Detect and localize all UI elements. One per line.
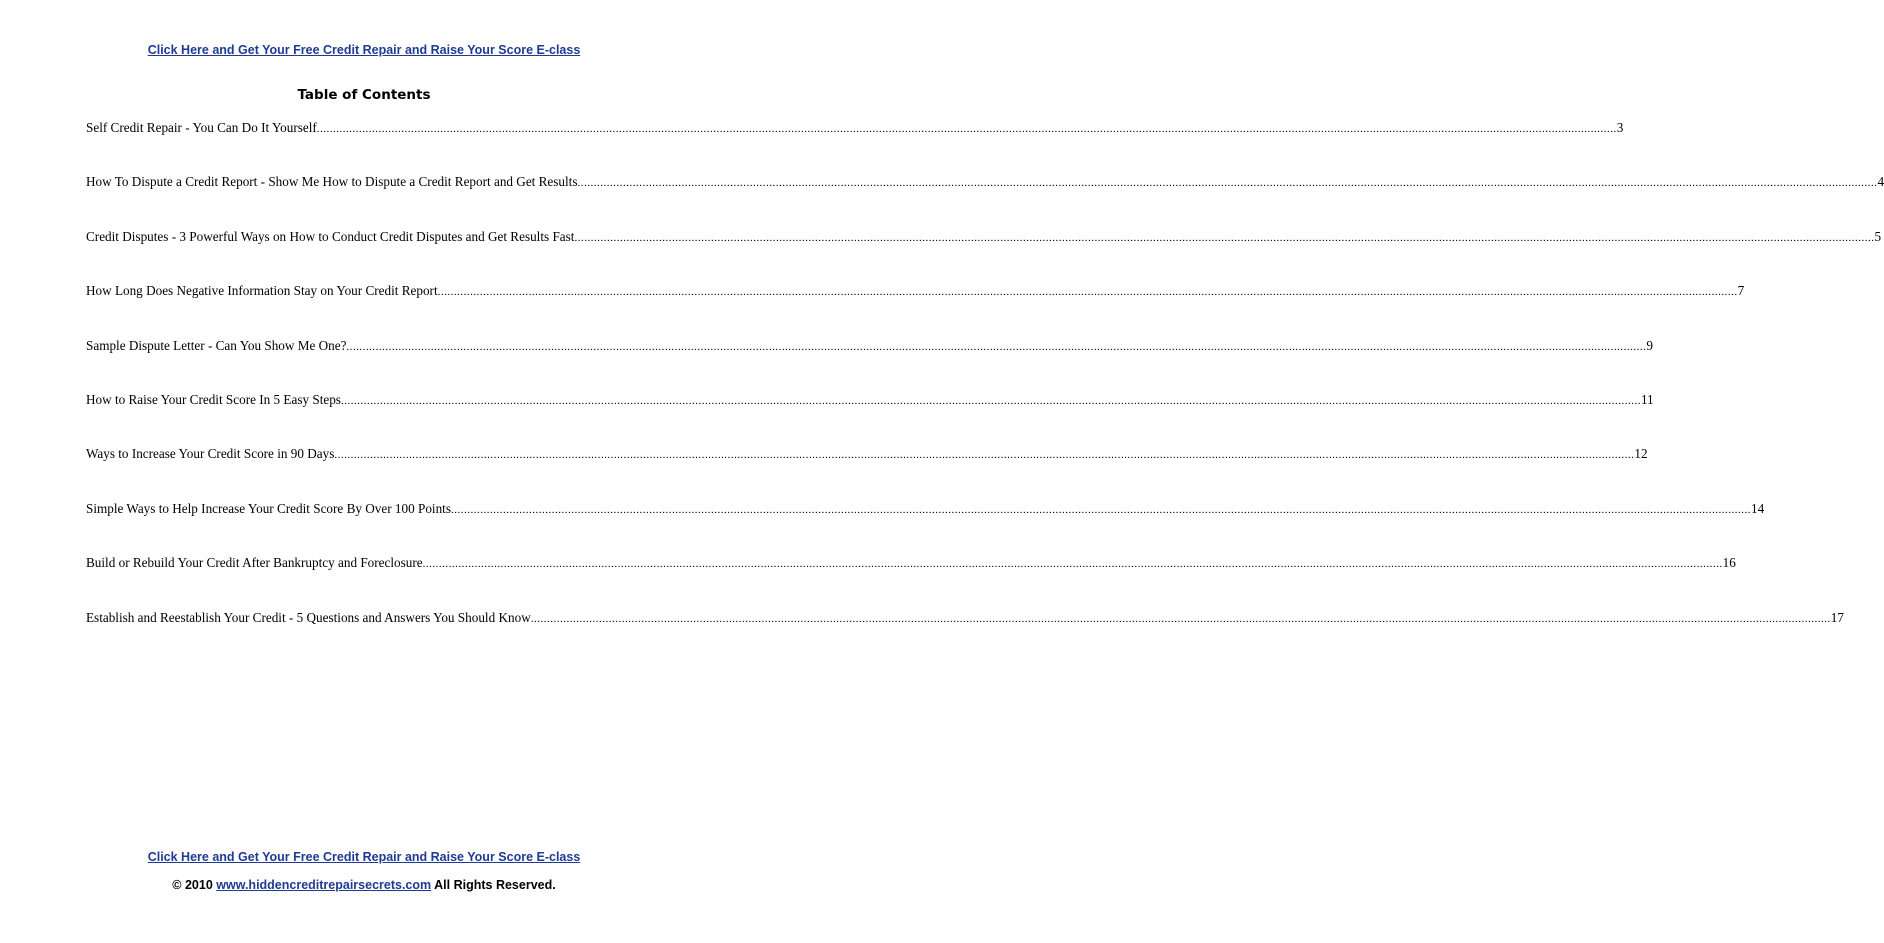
toc-entry-label: Self Credit Repair - You Can Do It Yourself [86, 120, 317, 135]
toc-entry-label: Credit Disputes - 3 Powerful Ways on How to Conduct Credit Disputes and Get Results Fast [86, 228, 575, 244]
bottom-promo-link[interactable]: Click Here and Get Your Free Credit Repair and Raise Your Score E-class [147, 850, 581, 864]
toc-entry-page: 4 [1877, 174, 1884, 190]
toc-entry-label: How to Raise Your Credit Score In 5 Easy Steps [86, 391, 341, 407]
toc-entry[interactable] [86, 499, 1765, 519]
toc-entry-label: Establish and Reestablish Your Credit - 5 Questions and Answers You Should Know [86, 609, 531, 625]
toc-entry-label: How Long Does Negative Information Stay on Your Credit Report [86, 283, 438, 299]
toc-entry[interactable] [86, 444, 1648, 464]
toc-entry-label: Ways to Increase Your Credit Score in 90 Days [86, 446, 335, 462]
toc-entry-page: 11 [1640, 391, 1654, 407]
toc-entry-label: Sample Dispute Letter - Can You Show Me One? [86, 337, 347, 353]
toc-entry[interactable] [86, 608, 1844, 628]
toc-entry[interactable] [86, 553, 1736, 573]
toc-title: Table of Contents [297, 87, 431, 103]
site-link[interactable]: www.hiddencreditrepairsecrets.com [216, 878, 432, 892]
toc-leader-dots: ................................................................................................................................................................................................................................................................................................................................................................................................................ [530, 612, 1831, 625]
toc-leader-dots: ................................................................................................................................................................................................................................................................................................................................................................................................................ [437, 286, 1738, 299]
toc-leader-dots: ................................................................................................................................................................................................................................................................................................................................................................................................................ [346, 340, 1647, 353]
toc-leader-dots: ................................................................................................................................................................................................................................................................................................................................................................................................................ [340, 394, 1641, 407]
toc-entry[interactable] [86, 336, 1654, 356]
toc-leader-dots: ................................................................................................................................................................................................................................................................................................................................................................................................................ [577, 177, 1878, 190]
toc-entry[interactable] [86, 118, 1624, 138]
toc-entry-label: Simple Ways to Help Increase Your Credit Score By Over 100 Points [86, 500, 451, 516]
toc-leader-dots: ................................................................................................................................................................................................................................................................................................................................................................................................................ [574, 231, 1875, 244]
toc-list [86, 118, 1884, 662]
toc-entry-page: 9 [1646, 337, 1654, 353]
toc-entry-page: 17 [1830, 609, 1844, 625]
toc-entry[interactable] [86, 390, 1654, 410]
toc-entry[interactable] [86, 172, 1884, 192]
toc-entry-page: 7 [1737, 283, 1745, 299]
toc-entry-page: 12 [1634, 446, 1648, 462]
copyright-prefix: © 2010 [172, 878, 217, 892]
copyright-suffix: All Rights Reserved. [431, 878, 556, 892]
toc-entry-label: How To Dispute a Credit Report - Show Me How to Dispute a Credit Report and Get Results [86, 174, 578, 190]
toc-leader-dots: ................................................................................................................................................................................................................................................................................................................................................................................................................ [334, 449, 1635, 462]
copyright-line [0, 878, 728, 892]
toc-leader-dots: ................................................................................................................................................................................................................................................................................................................................................................................................................ [422, 558, 1723, 571]
toc-entry-label: Build or Rebuild Your Credit After Bankruptcy and Foreclosure [86, 555, 423, 571]
toc-entry[interactable] [86, 227, 1882, 247]
toc-leader-dots: ................................................................................................................................................................................................................................................................................................................................................................................................................ [450, 503, 1751, 516]
toc-entry-page: 5 [1874, 228, 1882, 244]
toc-leader-dots: ................................................................................................................................................................................................................................................................................................................................................................................................................ [316, 123, 1617, 135]
toc-entry-page: 3 [1616, 120, 1624, 135]
toc-entry-page: 14 [1750, 500, 1765, 516]
toc-entry-page: 16 [1722, 555, 1736, 571]
top-promo-link[interactable]: Click Here and Get Your Free Credit Repair and Raise Your Score E-class [147, 43, 581, 57]
toc-entry[interactable] [86, 281, 1745, 301]
